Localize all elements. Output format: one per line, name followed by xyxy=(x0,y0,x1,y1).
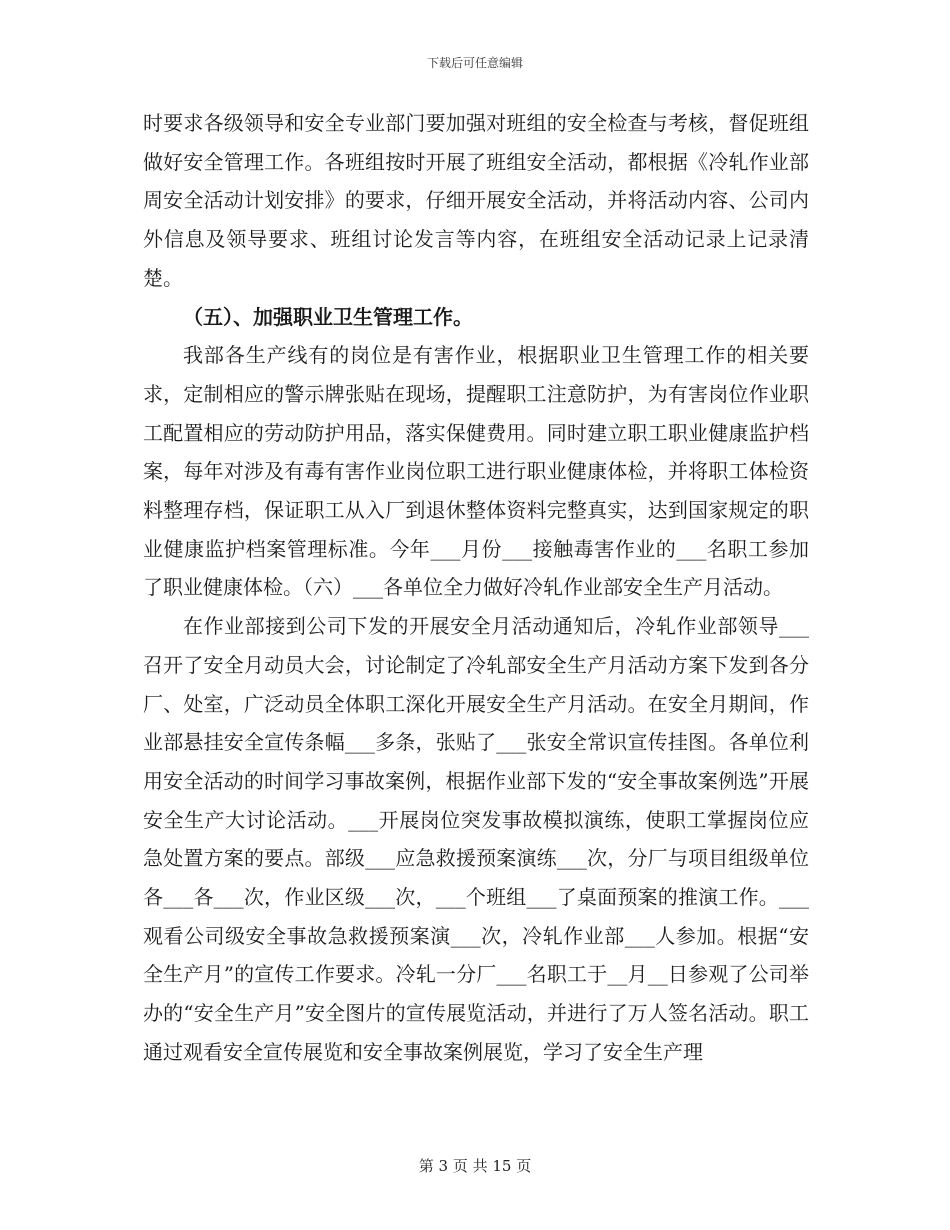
page-header: 下载后可任意编辑 xyxy=(426,56,523,70)
section-heading: （五）、加强职业卫生管理工作。 xyxy=(183,304,473,329)
paragraph-occupational-health: 我部各生产线有的岗位是有害作业，根据职业卫生管理工作的相关要求，定制相应的警示牌张贴在现场，提醒职工注意防护，为有害岗位作业职工配置相应的劳动防护用品，落实保健费用。同时建立职工职业健康监护档案，每年对涉及有毒有害作业岗位职工进行职业健康体检，并将职工体检资料整理存档，保证职工从入厂到退休整体资料完整真实，达到国家规定的职业健康监护档案管理标准。今年___月份___接触毒害作业的___名职工参加了职业健康体检。（六）___各单位全力做好冷轧作业部安全生产月活动。 xyxy=(143,343,809,600)
paragraph-continuation: 时要求各级领导和安全专业部门要加强对班组的安全检查与考核，督促班组做好安全管理工作。各班组按时开展了班组安全活动，都根据《冷轧作业部周安全活动计划安排》的要求，仔细开展安全活动，并将活动内容、公司内外信息及领导要求、班组讨论发言等内容，在班组安全活动记录上记录清楚。 xyxy=(143,111,809,290)
document-body xyxy=(143,104,809,1072)
page-footer: 第 3 页 共 15 页 xyxy=(418,1157,532,1175)
paragraph-safety-month: 在作业部接到公司下发的开展安全月活动通知后，冷轧作业部领导___召开了安全月动员大会，讨论制定了冷轧部安全生产月活动方案下发到各分厂、处室，广泛动员全体职工深化开展安全生产月活动。在安全月期间，作业部悬挂安全宣传条幅___多条，张贴了___张安全常识宣传挂图。各单位利用安全活动的时间学习事故案例，根据作业部下发的“安全事故案例选”开展安全生产大讨论活动。___开展岗位突发事故模拟演练，使职工掌握岗位应急处置方案的要点。部级___应急救援预案演练___次，分厂与项目组级单位各___各___次，作业区级___次，___个班组___了桌面预案的推演工作。___观看公司级安全事故急救援预案演___次，冷轧作业部___人参加。根据“安全生产月”的宣传工作要求。冷轧一分厂___名职工于__月__日参观了公司举办的“安全生产月”安全图片的宣传展览活动，并进行了万人签名活动。职工通过观看安全宣传展览和安全事故案例展览，学习了安全生产理 xyxy=(143,614,809,1064)
